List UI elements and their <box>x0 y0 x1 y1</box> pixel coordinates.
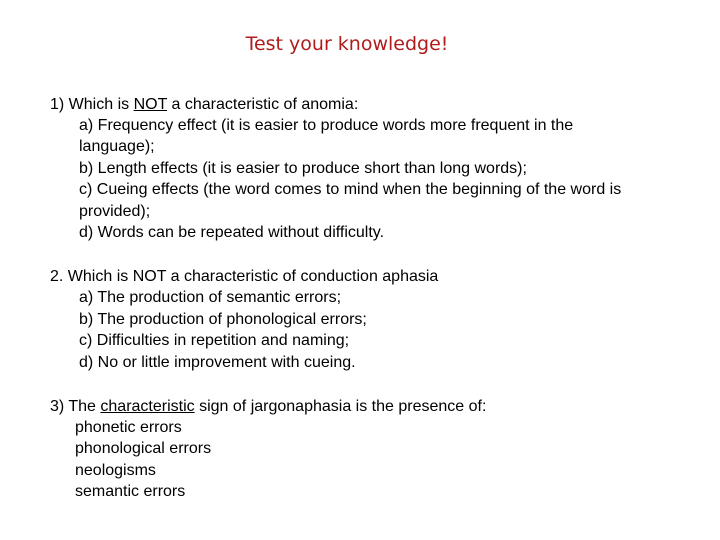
question-1-option: d) Words can be repeated without difficulty. <box>79 224 385 241</box>
question-1-option: b) Length effects (it is easier to produce short than long words); <box>79 160 527 177</box>
question-2-option: b) The production of phonological errors; <box>79 311 367 328</box>
question-3-prefix: 3) The <box>50 398 101 415</box>
question-1-suffix: a characteristic of anomia: <box>167 96 359 113</box>
question-2-stem: 2. Which is NOT a characteristic of conduction aphasia <box>50 268 439 285</box>
question-1-option: language); <box>79 138 155 155</box>
question-1-emphasis: NOT <box>133 96 168 113</box>
question-3-option: neologisms <box>75 462 156 479</box>
question-2-option: d) No or little improvement with cueing. <box>79 354 356 371</box>
slide-title: Test your knowledge! <box>245 33 449 55</box>
question-2-option: a) The production of semantic errors; <box>79 289 342 306</box>
question-3-suffix: sign of jargonaphasia is the presence of: <box>194 398 487 415</box>
question-3-stem <box>50 396 486 417</box>
question-3-option: phonological errors <box>75 440 212 457</box>
question-2-option: c) Difficulties in repetition and naming; <box>79 332 350 349</box>
question-1-option: a) Frequency effect (it is easier to produce words more frequent in the <box>79 117 574 134</box>
question-1-prefix: 1) Which is <box>50 96 134 113</box>
question-1-option: c) Cueing effects (the word comes to mind when the beginning of the word is <box>79 181 622 198</box>
question-1-option: provided); <box>79 203 151 220</box>
question-3-option: semantic errors <box>75 483 186 500</box>
question-3-option: phonetic errors <box>75 419 182 436</box>
question-1-stem <box>50 94 358 115</box>
question-3-emphasis: characteristic <box>100 398 195 415</box>
